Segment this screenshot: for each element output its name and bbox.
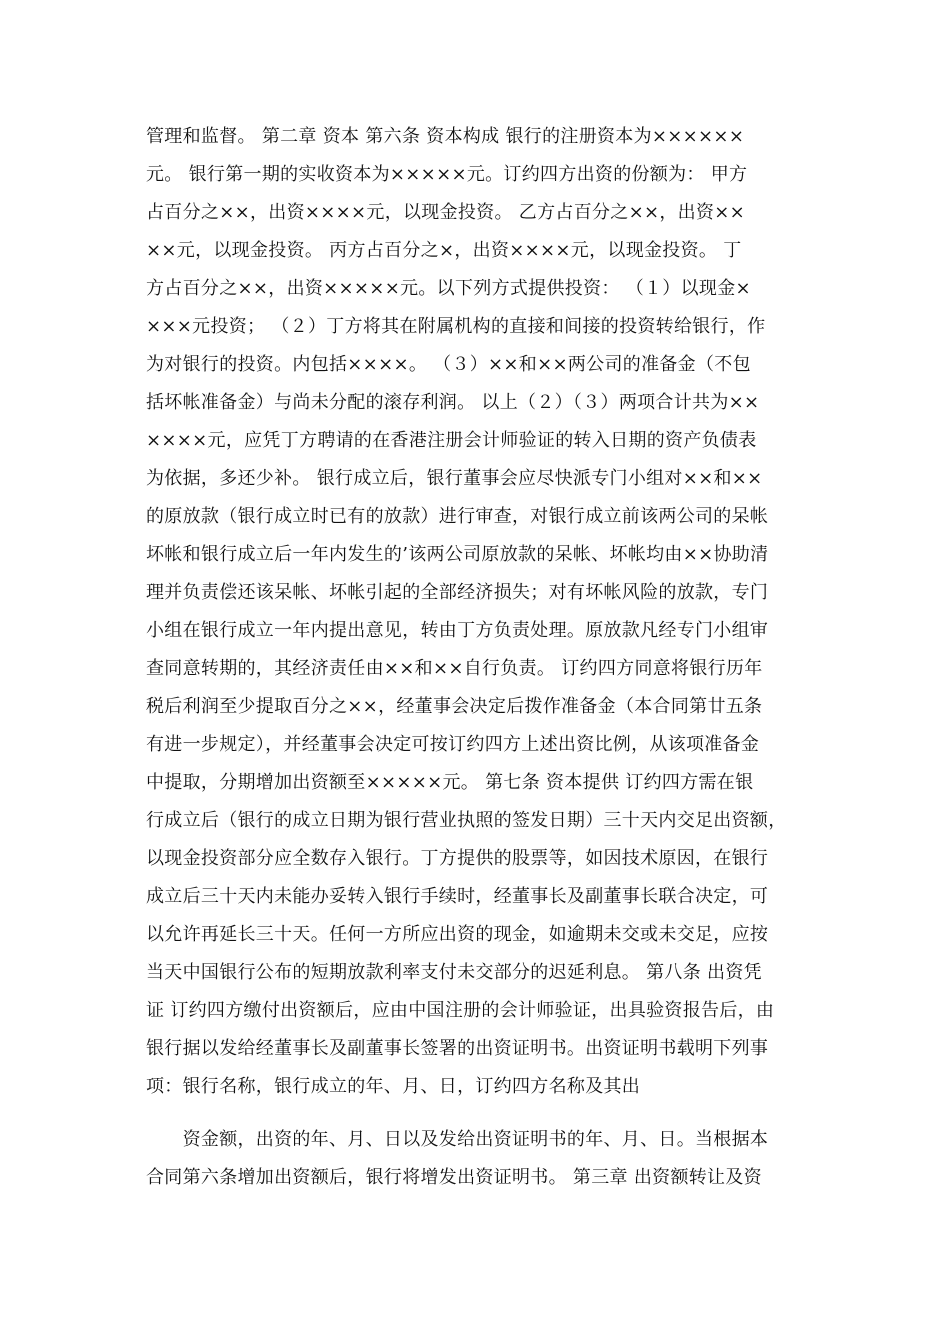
- text-line: 元。 银行第一期的实收资本为×××××元。订约四方出资的份额为： 甲方: [146, 164, 748, 185]
- text-line: ××××元，应凭丁方聘请的在香港注册会计师验证的转入日期的资产负债表: [146, 430, 757, 451]
- text-line: 当天中国银行公布的短期放款利率支付未交部分的迟延利息。 第八条 出资凭: [146, 962, 762, 983]
- text-line: 资金额，出资的年、月、日以及发给出资证明书的年、月、日。当根据本: [146, 1129, 769, 1150]
- text-line: 占百分之××，出资××××元，以现金投资。 乙方占百分之××，出资××: [146, 202, 746, 223]
- text-line: 证 订约四方缴付出资额后，应由中国注册的会计师验证，出具验资报告后，由: [146, 1000, 775, 1021]
- text-line: ×××元投资； （２）丁方将其在附属机构的直接和间接的投资转给银行，作: [146, 316, 766, 337]
- text-line: 括坏帐准备金）与尚未分配的滚存利润。 以上（２）（３）两项合计共为××: [146, 392, 760, 413]
- text-line: 为对银行的投资。内包括××××。 （３）××和××两公司的准备金（不包: [146, 354, 751, 375]
- paragraph-1: [146, 118, 808, 1106]
- text-line: 为依据，多还少补。 银行成立后，银行董事会应尽快派专门小组对××和××: [146, 468, 763, 489]
- text-line: 小组在银行成立一年内提出意见，转由丁方负责处理。原放款凡经专门小组审: [146, 620, 769, 641]
- text-line: 以允许再延长三十天。任何一方所应出资的现金，如逾期未交或未交足，应按: [146, 924, 769, 945]
- text-line: ××元，以现金投资。 丙方占百分之×，出资××××元，以现金投资。 丁: [146, 240, 742, 261]
- text-line: 项：银行名称，银行成立的年、月、日，订约四方名称及其出: [146, 1076, 641, 1097]
- text-line: 以现金投资部分应全数存入银行。丁方提供的股票等，如因技术原因，在银行: [146, 848, 769, 869]
- text-line: 银行据以发给经董事长及副董事长签署的出资证明书。出资证明书载明下列事: [146, 1038, 769, 1059]
- text-line: 行成立后（银行的成立日期为银行营业执照的签发日期）三十天内交足出资额，: [146, 810, 787, 831]
- text-line: 理并负责偿还该呆帐、坏帐引起的全部经济损失；对有坏帐风险的放款，专门: [146, 582, 769, 603]
- paragraph-2: [146, 1121, 808, 1197]
- text-line: 成立后三十天内未能办妥转入银行手续时，经董事长及副董事长联合决定，可: [146, 886, 769, 907]
- text-line: 方占百分之××，出资×××××元。以下列方式提供投资： （１）以现金×: [146, 278, 751, 299]
- text-line: 管理和监督。 第二章 资本 第六条 资本构成 银行的注册资本为××××××: [146, 126, 745, 147]
- text-line: 坏帐和银行成立后一年内发生的’该两公司原放款的呆帐、坏帐均由××协助清: [146, 544, 769, 565]
- text-line: 的原放款（银行成立时已有的放款）进行审查，对银行成立前该两公司的呆帐: [146, 506, 769, 527]
- text-line: 税后利润至少提取百分之××，经董事会决定后拨作准备金（本合同第廿五条: [146, 696, 763, 717]
- text-line: 有进一步规定），并经董事会决定可按订约四方上述出资比例，从该项准备金: [146, 734, 760, 755]
- text-line: 查同意转期的，其经济责任由××和××自行负责。 订约四方同意将银行历年: [146, 658, 763, 679]
- text-line: 合同第六条增加出资额后，银行将增发出资证明书。 第三章 出资额转让及资: [146, 1167, 762, 1188]
- text-line: 中提取，分期增加出资额至×××××元。 第七条 资本提供 订约四方需在银: [146, 772, 754, 793]
